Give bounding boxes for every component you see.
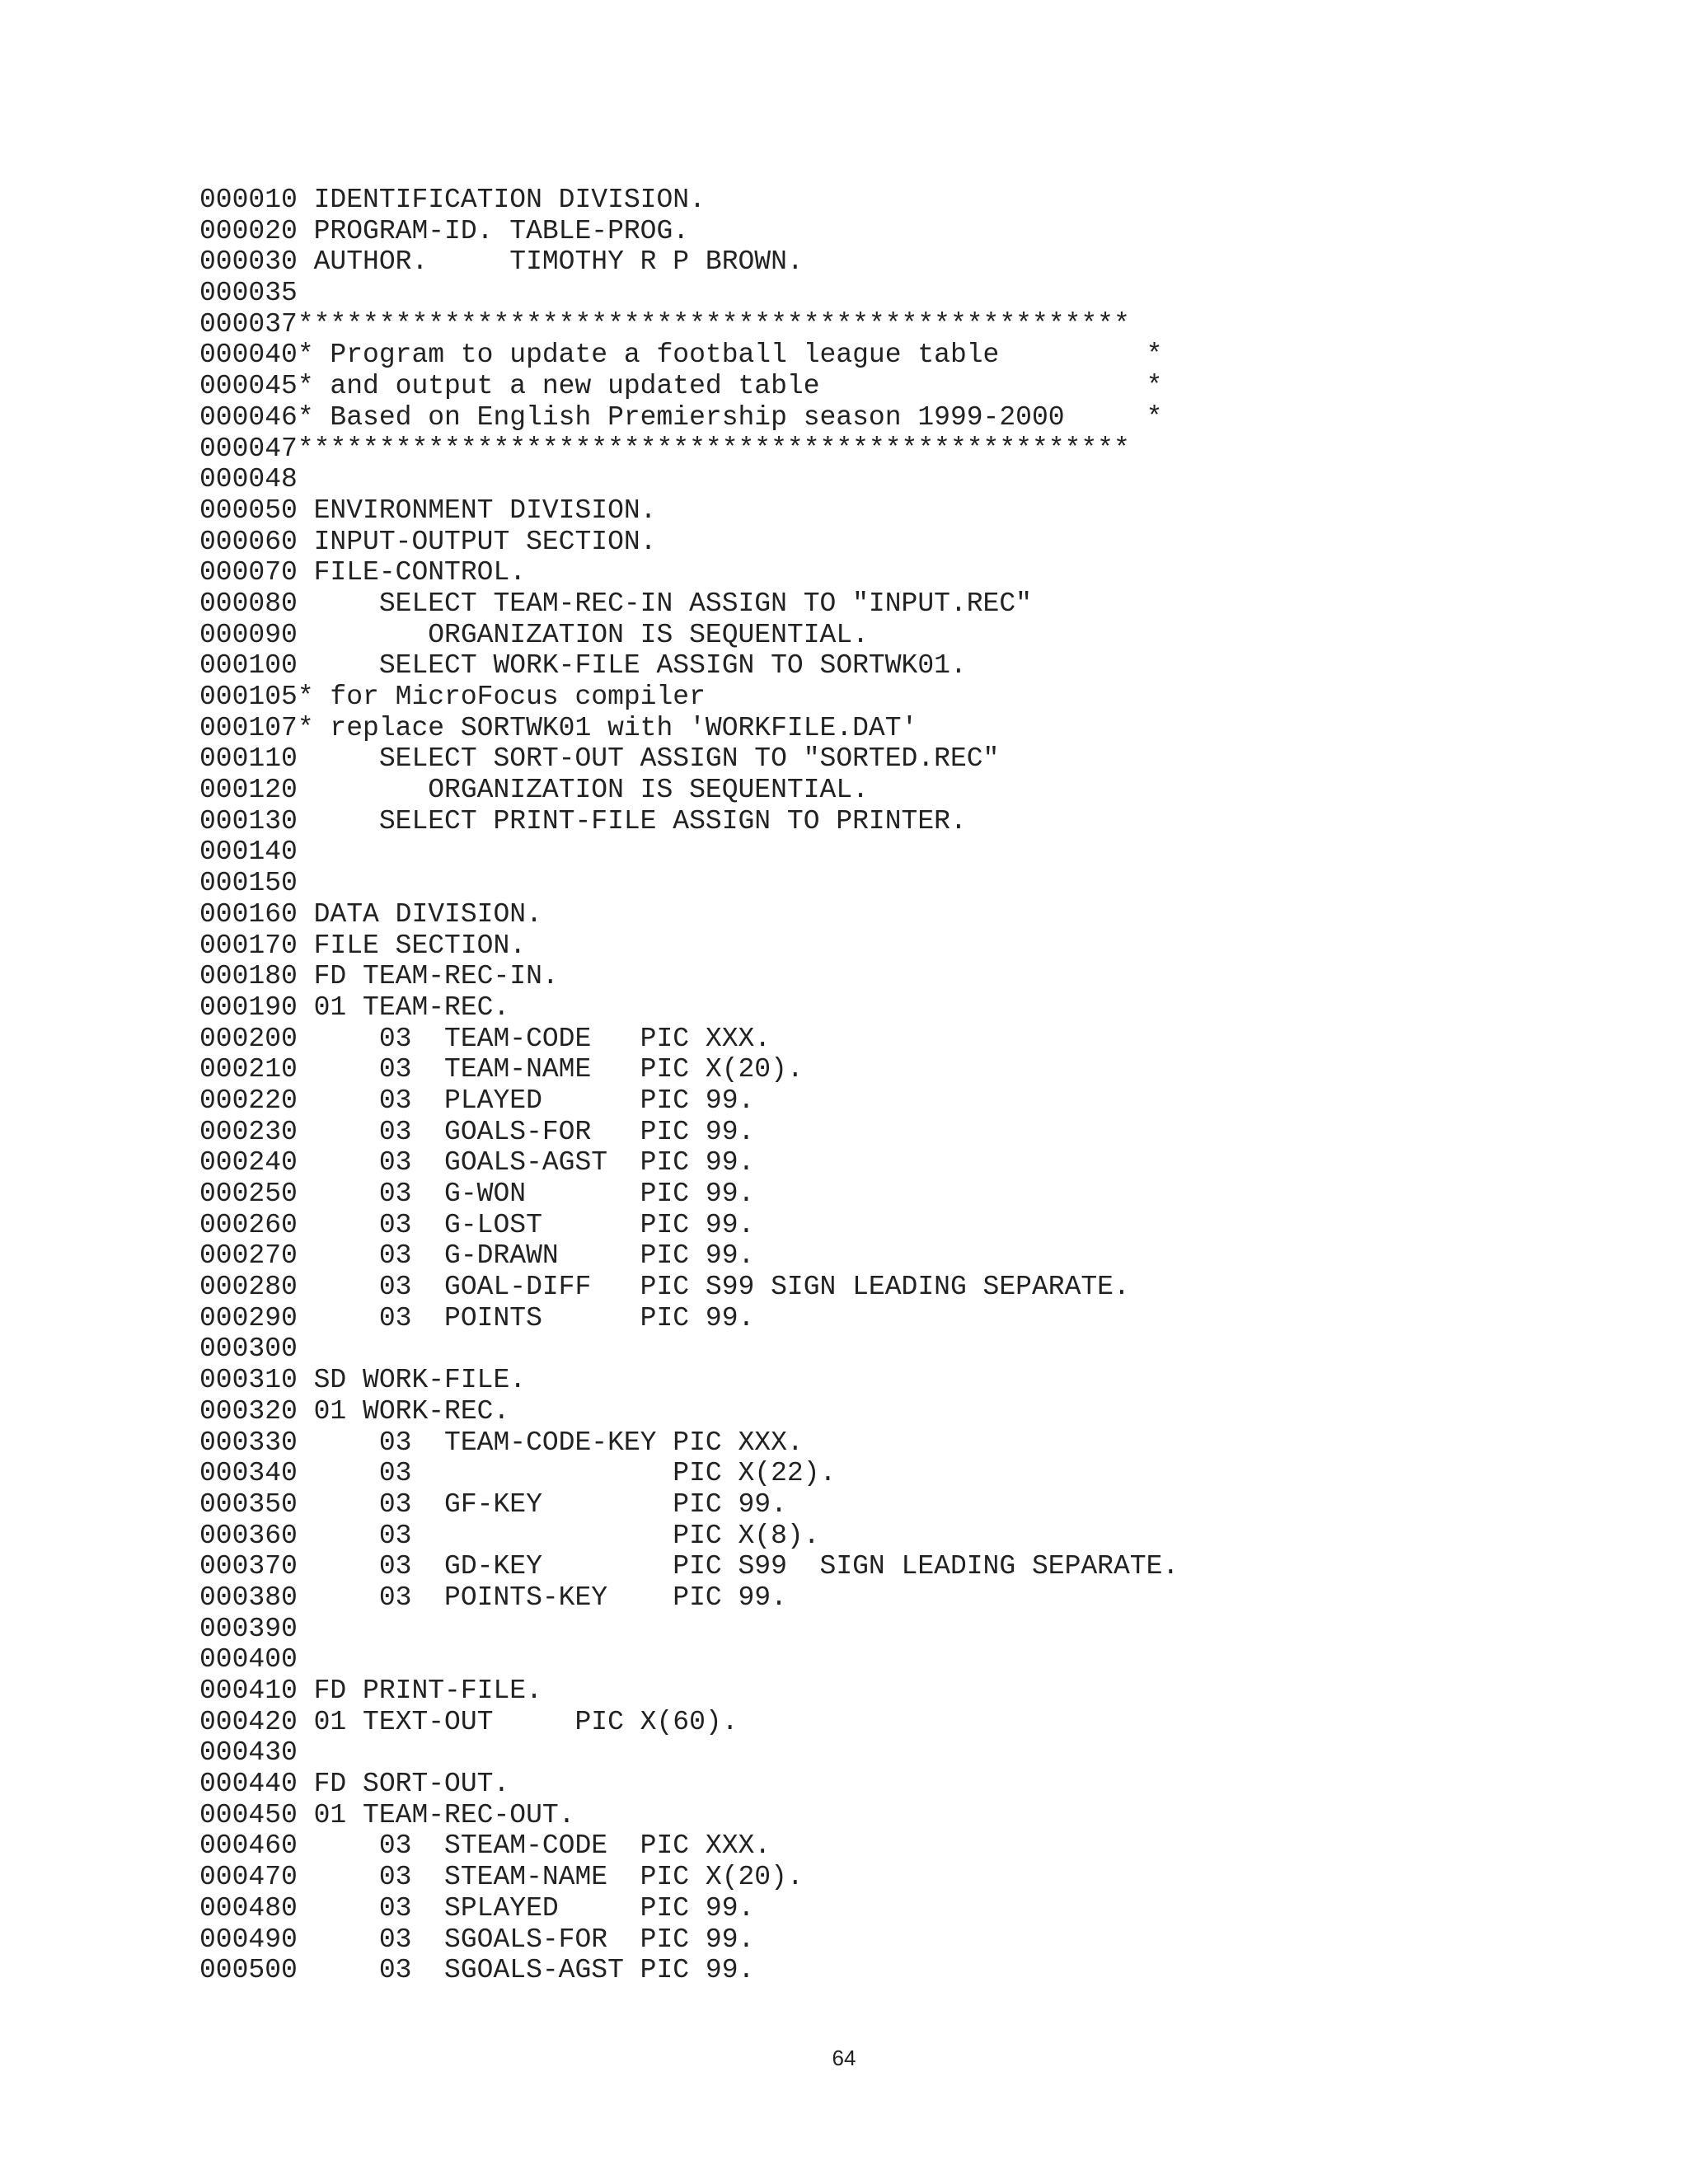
code-line: 000310 SD WORK-FILE.	[199, 1365, 527, 1396]
code-line: 000370 03 GD-KEY PIC S99 SIGN LEADING SEPARATE.	[199, 1551, 1179, 1582]
code-line: 000040* Program to update a football league table *	[199, 340, 1163, 371]
code-line: 000280 03 GOAL-DIFF PIC S99 SIGN LEADING SEPARATE.	[199, 1272, 1130, 1303]
code-line: 000490 03 SGOALS-FOR PIC 99.	[199, 1924, 755, 1955]
code-line: 000045* and output a new updated table *	[199, 371, 1163, 402]
code-line: 000350 03 GF-KEY PIC 99.	[199, 1488, 787, 1520]
code-line: 000240 03 GOALS-AGST PIC 99.	[199, 1147, 755, 1179]
code-line: 000230 03 GOALS-FOR PIC 99.	[199, 1116, 755, 1147]
code-line: 000100 SELECT WORK-FILE ASSIGN TO SORTWK01.	[199, 650, 967, 682]
code-line: 000180 FD TEAM-REC-IN.	[199, 961, 559, 992]
code-line: 000320 01 WORK-REC.	[199, 1395, 510, 1427]
code-line: 000190 01 TEAM-REC.	[199, 991, 510, 1023]
code-line: 000270 03 G-DRAWN PIC 99.	[199, 1240, 755, 1272]
code-line: 000046* Based on English Premiership season 1999-2000 *	[199, 401, 1163, 433]
code-line: 000120 ORGANIZATION IS SEQUENTIAL.	[199, 775, 869, 806]
code-line: 000440 FD SORT-OUT.	[199, 1769, 510, 1800]
code-line: 000200 03 TEAM-CODE PIC XXX.	[199, 1023, 771, 1054]
code-line: 000330 03 TEAM-CODE-KEY PIC XXX.	[199, 1427, 804, 1458]
code-line: 000460 03 STEAM-CODE PIC XXX.	[199, 1830, 771, 1862]
code-line: 000110 SELECT SORT-OUT ASSIGN TO "SORTED.REC"	[199, 743, 1000, 775]
code-line: 000210 03 TEAM-NAME PIC X(20).	[199, 1054, 804, 1085]
code-line: 000048	[199, 464, 298, 495]
code-line: 000090 ORGANIZATION IS SEQUENTIAL.	[199, 619, 869, 650]
code-line: 000300	[199, 1333, 298, 1365]
code-line: 000380 03 POINTS-KEY PIC 99.	[199, 1582, 787, 1613]
code-line: 000070 FILE-CONTROL.	[199, 557, 527, 588]
code-line: 000400	[199, 1644, 298, 1675]
code-line: 000390	[199, 1613, 298, 1644]
code-line: 000220 03 PLAYED PIC 99.	[199, 1085, 755, 1116]
code-line: 000037***************************************************	[199, 308, 1130, 340]
code-line: 000360 03 PIC X(8).	[199, 1520, 820, 1551]
code-line: 000170 FILE SECTION.	[199, 930, 527, 961]
code-line: 000050 ENVIRONMENT DIVISION.	[199, 494, 657, 526]
code-line: 000430	[199, 1737, 298, 1769]
code-line: 000160 DATA DIVISION.	[199, 898, 542, 930]
code-line: 000290 03 POINTS PIC 99.	[199, 1302, 755, 1333]
code-line: 000500 03 SGOALS-AGST PIC 99.	[199, 1955, 755, 1986]
code-line: 000130 SELECT PRINT-FILE ASSIGN TO PRINTER.	[199, 805, 967, 837]
code-line: 000480 03 SPLAYED PIC 99.	[199, 1892, 755, 1924]
code-line: 000080 SELECT TEAM-REC-IN ASSIGN TO "INPUT.REC"	[199, 588, 1032, 619]
code-line: 000107* replace SORTWK01 with 'WORKFILE.DAT'	[199, 712, 918, 743]
code-line: 000030 AUTHOR. TIMOTHY R P BROWN.	[199, 246, 804, 278]
code-line: 000010 IDENTIFICATION DIVISION.	[199, 185, 706, 215]
code-line: 000105* for MicroFocus compiler	[199, 682, 706, 712]
code-line: 000047***************************************************	[199, 433, 1130, 464]
code-line: 000020 PROGRAM-ID. TABLE-PROG.	[199, 215, 690, 246]
code-line: 000470 03 STEAM-NAME PIC X(20).	[199, 1862, 804, 1893]
code-line: 000060 INPUT-OUTPUT SECTION.	[199, 526, 657, 557]
code-line: 000340 03 PIC X(22).	[199, 1458, 837, 1489]
code-line: 000035	[199, 278, 298, 309]
code-line: 000260 03 G-LOST PIC 99.	[199, 1209, 755, 1240]
cobol-source-listing	[199, 185, 1179, 1986]
code-line: 000250 03 G-WON PIC 99.	[199, 1179, 755, 1209]
code-line: 000420 01 TEXT-OUT PIC X(60).	[199, 1706, 738, 1737]
code-line: 000450 01 TEAM-REC-OUT.	[199, 1799, 575, 1830]
page-number: 64	[832, 2046, 856, 2070]
code-line: 000150	[199, 868, 298, 899]
code-line: 000410 FD PRINT-FILE.	[199, 1675, 542, 1706]
code-line: 000140	[199, 837, 298, 868]
